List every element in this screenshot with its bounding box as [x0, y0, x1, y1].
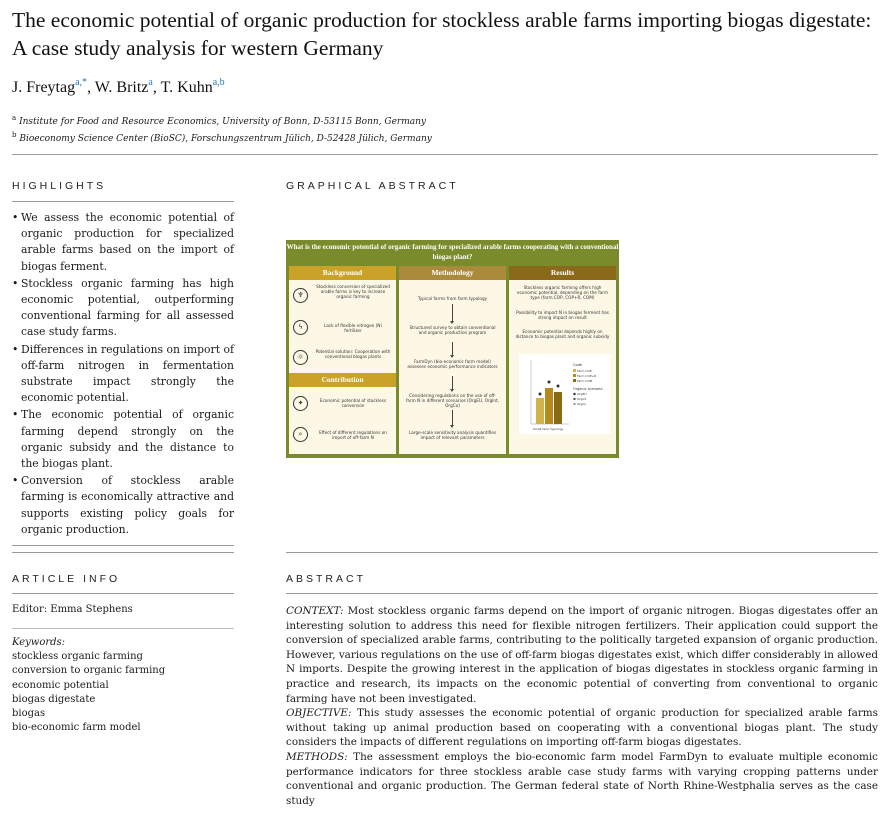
author-name[interactable]: T. Kuhn	[160, 79, 213, 96]
highlight-item: • Stockless organic farming has high economic potential, outperforming conventional farming for all assessed case study farms.	[12, 276, 234, 341]
mini-legend-title: Organic scenario	[573, 387, 603, 391]
author-list: J. Freytag$^{a,*}$, W. Britz$^a$, T. Kuhn$^{a,b}$	[12, 77, 225, 96]
abstract-top-divider	[286, 552, 878, 553]
author-affiliation-mark[interactable]: a	[148, 77, 153, 88]
mini-chart-bar	[536, 398, 544, 424]
mini-legend-swatch	[573, 374, 576, 377]
contribution-header: Contribution	[289, 373, 396, 387]
mini-chart-bar	[554, 392, 562, 424]
mini-legend-title: Code	[573, 363, 582, 367]
flow-arrow	[452, 342, 453, 356]
keyword-item[interactable]: biogas	[12, 708, 46, 720]
flow-arrow	[452, 304, 453, 322]
author-affiliation-mark[interactable]: a,*	[75, 77, 88, 88]
mini-chart-point	[548, 381, 551, 384]
article-info-top-divider	[12, 552, 234, 553]
highlight-item: • Conversion of stockless arable farming is economically attractive and supports existing policy goals for organic production.	[12, 473, 234, 538]
highlight-item: • Differences in regulations on import of off-farm nitrogen in fermentation substrate impact strongly the economic potential.	[12, 342, 234, 407]
abstract-heading: ABSTRACT	[286, 573, 367, 585]
affiliations	[12, 112, 432, 146]
puzzle-icon: ✦	[293, 396, 308, 411]
background-column: Background ♆ Stockless conversion of specialized arable farms is key to increase organic farming ϟ Lack of flexible nitrogen (N) fertilizer ☼ Potential solution: Cooperation with conventional biogas plants Contribution ✦ Economic potential of stockless conversion ⌕ Effect of different regulations on import of off-farm N	[289, 266, 396, 454]
article-info-heading: ARTICLE INFO	[12, 573, 121, 585]
editor-divider	[12, 628, 234, 629]
keyword-item[interactable]: economic potential	[12, 679, 109, 691]
lightbulb-icon: ☼	[293, 350, 308, 365]
mini-legend-item: Farm COP+R	[577, 374, 597, 378]
highlight-item: • The economic potential of organic farming depend strongly on the organic subsidy and the distance to the biogas plant.	[12, 407, 234, 472]
results-mini-chart	[519, 354, 611, 434]
results-column: Results Stockless organic farming offers high economic potential, depending on the farm type (farm COP, COP+R, COM) Possibility to import N in biogas ferment has strong impact on result Economic potential depends highly on distance to biogas plant and organic subsidy Code Farm COP Farm COP+R Farm COM Organic scenario OrgEU Orglnt OrgCo Small farm typology	[509, 266, 616, 454]
author-affiliation-mark[interactable]: a,b	[212, 77, 225, 88]
mini-legend-item: OrgCo	[577, 402, 587, 406]
mini-legend-marker	[573, 403, 575, 405]
abstract-methods: METHODS: The assessment employs the bio-economic farm model FarmDyn to evaluate multiple economic performance indicators for three stockless arable case study farms with varying cropping patterns under conventional and organic production. The German federal state of North Rhine-Westphalia serves as the case study	[286, 750, 878, 807]
background-header: Background	[289, 266, 396, 280]
paper-title: The economic potential of organic production for stockless arable farms importing biogas digestate: A case study analysis for western Germany	[12, 8, 872, 60]
graphical-abstract-figure[interactable]	[286, 240, 619, 458]
keyword-item[interactable]: bio-economic farm model	[12, 722, 141, 734]
methodology-column: Methodology Typical farms from farm typology Structured survey to obtain conventional and organic production program FarmDyn (bio-economic farm model) assesses economic performance indicators Considering regulations on the use of off-farm N in different scenarios (OrgEU, Orglnt, OrgCo) Large-scale sensitivity analysis quantifies impact of relevant parameters	[399, 266, 506, 454]
abstract-context: CONTEXT: Most stockless organic farms depend on the import of organic nitrogen. Biogas digestates offer an interesting solution to address this need for flexible nitrogen fertilizers. Their application could support the conversion of specialized arable farms, contributing to the politically targeted expansion of organic production. However, various regulations on the use of off-farm biogas digestates exist, which differ considerably in allowed N imports. Despite the growing interest in the application of biogas digestates in stockless organic farming in practice and research, its impacts on the economic potential of converting from conventional to organic farming have not been investigated.	[286, 605, 878, 705]
mini-legend-item: Farm COP	[577, 369, 592, 373]
seedling-icon: ♆	[293, 288, 308, 303]
results-header: Results	[509, 266, 616, 280]
mini-legend-marker	[573, 393, 575, 395]
keyword-item[interactable]: stockless organic farming	[12, 651, 143, 663]
keyword-item[interactable]: biogas digestate	[12, 693, 96, 705]
graphical-abstract-title: What is the economic potential of organic farming for specialized arable farms cooperating with a conventional biogas plant?	[286, 243, 619, 261]
keyword-item[interactable]: conversion to organic farming	[12, 665, 166, 677]
abstract-divider	[286, 593, 878, 594]
magnifier-icon: ⌕	[293, 427, 308, 442]
highlights-list	[12, 210, 234, 539]
mini-legend-item: OrgEU	[577, 392, 587, 396]
methodology-header: Methodology	[399, 266, 506, 280]
highlights-divider	[12, 201, 234, 202]
mini-legend-swatch	[573, 379, 576, 382]
abstract-objective: OBJECTIVE: This study assesses the economic potential of organic production for specialized arable farms without taking up animal production based on cooperating with a conventional biogas plant. The study considers the impacts of different regulations on importing off-farm biogas digestates.	[286, 707, 878, 749]
highlights-bottom-divider	[12, 545, 234, 546]
mini-chart-axis-label: Small farm typology	[533, 427, 564, 431]
mini-chart-point	[557, 385, 560, 388]
author-name[interactable]: W. Britz	[94, 79, 149, 96]
affiliation-item: $^b$ Bioeconomy Science Center (BioSC), Forschungszentrum Jülich, D-52428 Jülich, Germany	[12, 131, 432, 144]
author-name[interactable]: J. Freytag	[12, 79, 76, 96]
mini-legend-swatch	[573, 369, 576, 372]
flow-arrow	[452, 376, 453, 390]
editor-line: Editor: Emma Stephens	[12, 604, 133, 615]
mini-legend-item: Farm COM	[577, 379, 593, 383]
header-divider	[12, 154, 878, 155]
mini-chart-point	[539, 393, 542, 396]
lightning-icon: ϟ	[293, 320, 308, 335]
highlight-item: • We assess the economic potential of organic production for specialized arable farms based on the import of biogas ferment.	[12, 210, 234, 275]
keywords-block	[12, 636, 165, 735]
flow-arrow	[452, 410, 453, 426]
highlights-heading: HIGHLIGHTS	[12, 180, 107, 192]
mini-chart-bar	[545, 388, 553, 424]
affiliation-item: $^a$ Institute for Food and Resource Economics, University of Bonn, D-53115 Bonn, Germany	[12, 114, 427, 127]
keywords-label: Keywords:	[12, 637, 66, 648]
mini-legend-item: Orglnt	[577, 397, 587, 401]
graphical-abstract-heading: GRAPHICAL ABSTRACT	[286, 180, 459, 192]
mini-legend-marker	[573, 398, 575, 400]
abstract-body	[286, 604, 878, 808]
article-info-divider	[12, 593, 234, 594]
